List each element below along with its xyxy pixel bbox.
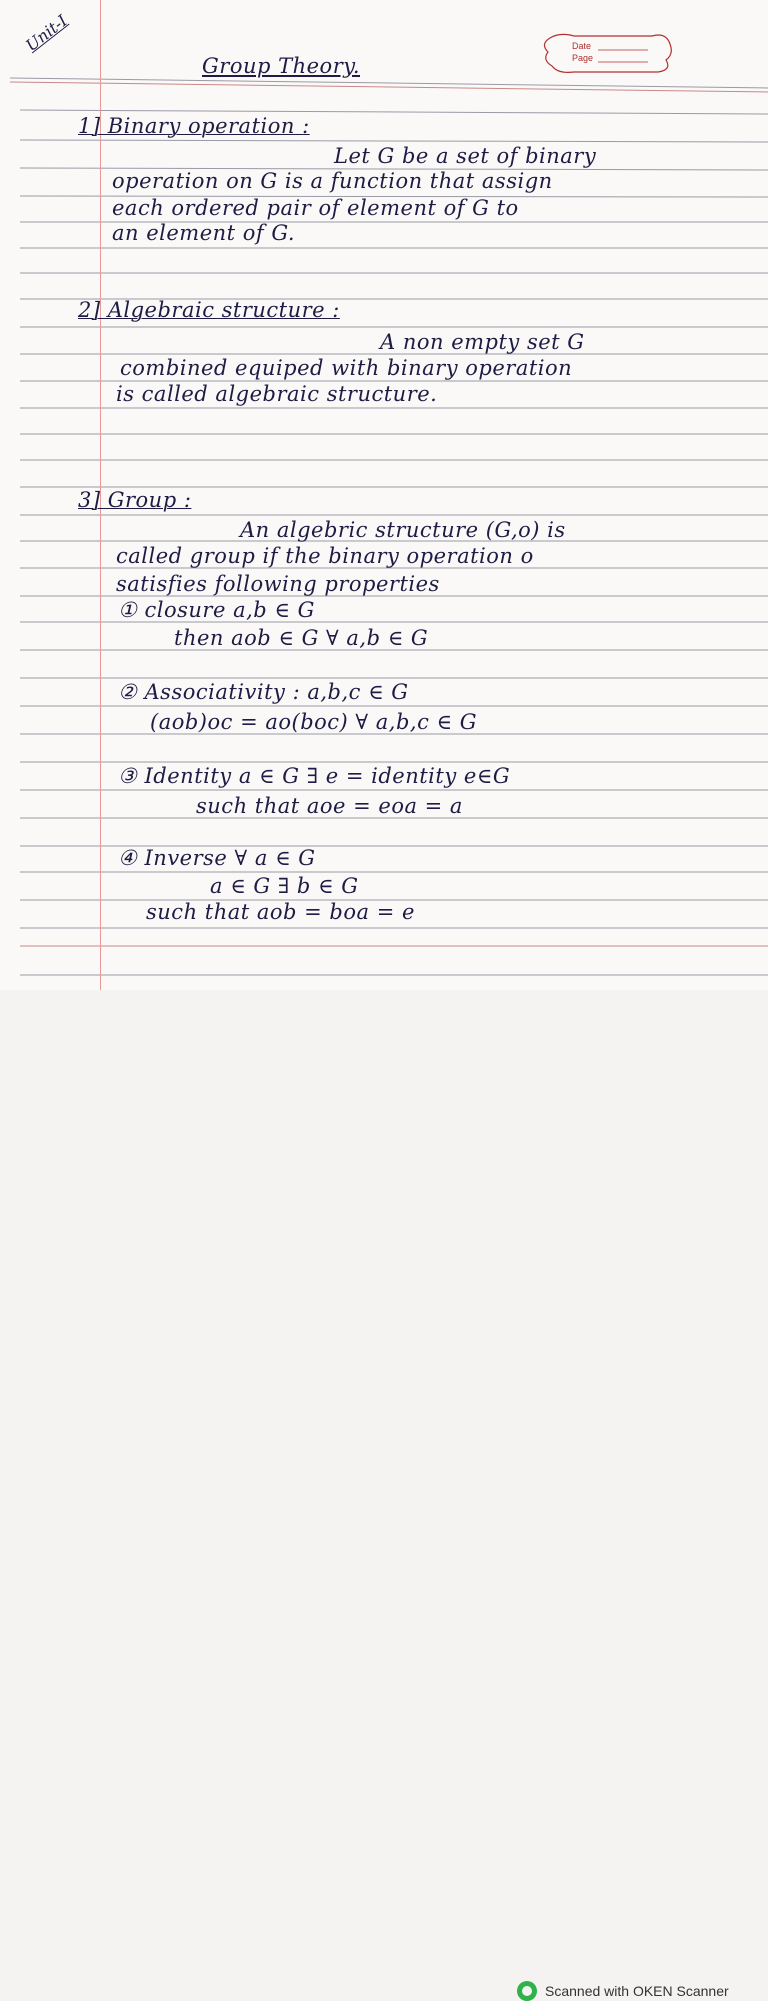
binary-line-3: each ordered pair of element of G to — [112, 196, 519, 220]
stamp-date-label: Date — [572, 41, 592, 51]
binary-line-4: an element of G. — [112, 221, 296, 245]
scanner-text: Scanned with OKEN Scanner — [545, 1983, 729, 1999]
property-inverse-extra: such that aob = boa = e — [146, 900, 415, 924]
group-line-3: satisfies following properties — [116, 572, 440, 596]
property-associativity-detail: (aob)oc = ao(boc) ∀ a,b,c ∈ G — [150, 710, 478, 734]
binary-line-2: operation on G is a function that assign — [112, 169, 553, 193]
property-closure-label: ① closure a,b ∈ G — [118, 598, 315, 622]
algebraic-line-1: A non empty set G — [380, 330, 585, 354]
page-title: Group Theory. — [202, 54, 360, 78]
stamp-outline-icon — [540, 30, 674, 76]
unit-label: Unit-I — [22, 11, 71, 55]
binary-line-1: Let G be a set of binary — [334, 144, 597, 168]
scanner-logo-icon — [517, 1981, 537, 2001]
group-heading: 3] Group : — [78, 488, 192, 512]
property-associativity-label: ② Associativity : a,b,c ∈ G — [118, 680, 409, 704]
algebraic-line-3: is called algebraic structure. — [116, 382, 438, 406]
property-closure-detail: then aob ∈ G ∀ a,b ∈ G — [174, 626, 429, 650]
group-line-1: An algebric structure (G,o) is — [240, 518, 566, 542]
property-inverse-label: ④ Inverse ∀ a ∈ G — [118, 846, 316, 870]
scanner-watermark — [517, 1982, 729, 2000]
property-identity-label: ③ Identity a ∈ G ∃ e = identity e∈G — [118, 764, 511, 788]
property-identity-detail: such that aoe = eoa = a — [196, 794, 463, 818]
date-page-stamp — [540, 30, 674, 76]
stamp-page-label: Page — [572, 53, 594, 63]
notebook-page — [0, 0, 768, 990]
scan-footer — [0, 990, 768, 1999]
algebraic-line-2: combined equiped with binary operation — [120, 356, 573, 380]
binary-operation-heading: 1] Binary operation : — [78, 114, 310, 138]
algebraic-structure-heading: 2] Algebraic structure : — [78, 298, 340, 322]
group-line-2: called group if the binary operation o — [116, 544, 534, 568]
property-inverse-detail: a ∈ G ∃ b ∈ G — [210, 874, 359, 898]
